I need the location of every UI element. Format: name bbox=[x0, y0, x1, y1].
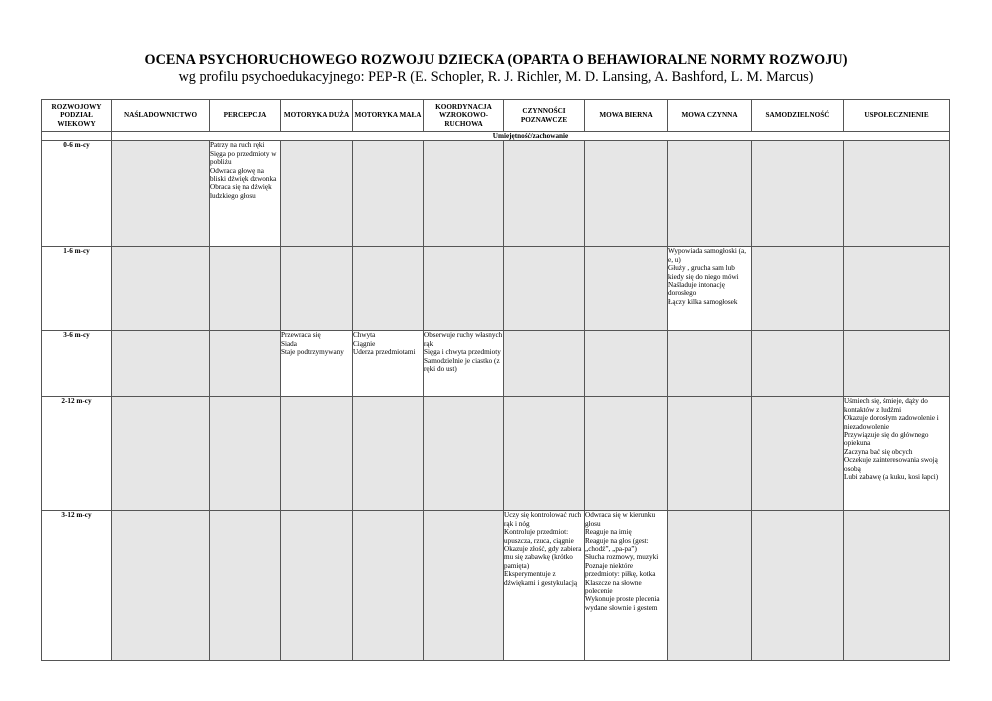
table-cell bbox=[752, 511, 844, 661]
table-cell bbox=[210, 331, 281, 397]
table-cell bbox=[281, 247, 353, 331]
table-cell bbox=[353, 511, 424, 661]
col-header-cognitive: CZYNNOŚCI POZNAWCZE bbox=[504, 100, 585, 132]
table-cell bbox=[504, 331, 585, 397]
page-subtitle: wg profilu psychoedukacyjnego: PEP-R (E. Schopler, R. J. Richler, M. D. Lansing, A. Bashford, L. M. Marcus) bbox=[178, 69, 814, 85]
table-cell bbox=[585, 397, 668, 511]
age-label: 2-12 m-cy bbox=[42, 397, 112, 511]
age-label: 0-6 m-cy bbox=[42, 141, 112, 247]
table-cell bbox=[210, 511, 281, 661]
table-row bbox=[42, 247, 950, 331]
age-label: 1-6 m-cy bbox=[42, 247, 112, 331]
table-cell bbox=[210, 247, 281, 331]
table-cell bbox=[668, 247, 752, 331]
table-cell bbox=[353, 141, 424, 247]
col-header-gross-motor: MOTORYKA DUŻA bbox=[281, 100, 353, 132]
table-cell bbox=[585, 141, 668, 247]
skill-list: Uczy się kontrolować ruch rąk i nóg Kontroluje przedmiot: upuszcza, rzuca, ciągnie Okazuje złość, gdy zabiera mu się zabawkę (krótko pamięta) Eksperymentuje z dźwiękami i gestykulacją bbox=[504, 511, 582, 587]
skill-list: Patrzy na ruch ręki Sięga po przedmioty w pobliżu Odwraca głowę na bliski dźwięk dzwonka Obraca się na dźwięk ludzkiego głosu bbox=[210, 141, 277, 200]
table-cell bbox=[424, 331, 504, 397]
col-header-perception: PERCEPCJA bbox=[210, 100, 281, 132]
table-cell bbox=[281, 511, 353, 661]
table-row bbox=[42, 141, 950, 247]
table-cell bbox=[353, 397, 424, 511]
development-table bbox=[41, 99, 950, 661]
col-header-eye-hand: KOORDYNACJA WZROKOWO-RUCHOWA bbox=[424, 100, 504, 132]
col-header-social: USPOŁECZNIENIE bbox=[844, 100, 950, 132]
table-cell bbox=[585, 511, 668, 661]
table-cell bbox=[752, 397, 844, 511]
table-cell bbox=[424, 511, 504, 661]
col-header-age: ROZWOJOWY PODZIAŁ WIEKOWY bbox=[42, 100, 112, 132]
table-row bbox=[42, 331, 950, 397]
col-header-imitation: NAŚLADOWNICTWO bbox=[112, 100, 210, 132]
table-cell bbox=[281, 141, 353, 247]
table-cell bbox=[668, 141, 752, 247]
col-header-fine-motor: MOTORYKA MAŁA bbox=[353, 100, 424, 132]
table-cell bbox=[504, 397, 585, 511]
table-cell bbox=[668, 397, 752, 511]
table-row bbox=[42, 397, 950, 511]
skill-list: Przewraca się Siada Staje podtrzymywany bbox=[281, 331, 344, 357]
skill-list: Wypowiada samogłoski (a, e, u) Głuży , grucha sam lub kiedy się do niego mówi Naśladuje intonację dorosłego Łączy kilka samogłosek bbox=[668, 247, 747, 306]
table-cell bbox=[353, 247, 424, 331]
table-cell bbox=[504, 141, 585, 247]
table-cell bbox=[210, 397, 281, 511]
table-cell bbox=[112, 397, 210, 511]
table-cell bbox=[585, 247, 668, 331]
table-cell bbox=[844, 247, 950, 331]
table-cell bbox=[424, 397, 504, 511]
table-cell bbox=[585, 331, 668, 397]
table-cell bbox=[424, 141, 504, 247]
col-header-self-care: SAMODZIELNOŚĆ bbox=[752, 100, 844, 132]
subheader-row bbox=[42, 132, 950, 141]
table-row bbox=[42, 511, 950, 661]
table-cell bbox=[752, 331, 844, 397]
skill-list: Obserwuje ruchy własnych rąk Sięga i chwyta przedmioty Samodzielnie je ciastko (z ręki do ust) bbox=[424, 331, 503, 374]
table-cell bbox=[752, 247, 844, 331]
table-cell bbox=[752, 141, 844, 247]
table-cell bbox=[112, 141, 210, 247]
table-cell bbox=[112, 247, 210, 331]
age-label: 3-12 m-cy bbox=[42, 511, 112, 661]
skill-list: Odwraca się w kierunku głosu Reaguje na imię Reaguje na głos (gest: „chodź”, „pa-pa”) Słucha rozmowy, muzyki Poznaje niektóre przedmioty: piłkę, kotka Klaszcze na słowne polecenie Wykonuje proste plecenia wydane słownie i gestem bbox=[585, 511, 660, 612]
table-cell bbox=[504, 247, 585, 331]
table-cell bbox=[844, 397, 950, 511]
table-cell bbox=[112, 511, 210, 661]
col-header-receptive-speech: MOWA BIERNA bbox=[585, 100, 668, 132]
page-title: OCENA PSYCHORUCHOWEGO ROZWOJU DZIECKA (OPARTA O BEHAWIORALNE NORMY ROZWOJU) bbox=[144, 52, 848, 68]
header-row bbox=[42, 100, 950, 132]
table-cell bbox=[668, 511, 752, 661]
table-cell bbox=[668, 331, 752, 397]
skill-list: Chwyta Ciągnie Uderza przedmiotami bbox=[353, 331, 416, 357]
table-cell bbox=[504, 511, 585, 661]
table-cell bbox=[281, 397, 353, 511]
table-cell bbox=[353, 331, 424, 397]
table-cell bbox=[844, 331, 950, 397]
table-cell bbox=[424, 247, 504, 331]
age-label: 3-6 m-cy bbox=[42, 331, 112, 397]
table-cell bbox=[112, 331, 210, 397]
table-cell bbox=[844, 511, 950, 661]
table-cell bbox=[210, 141, 281, 247]
skill-list: Uśmiech się, śmieje, dąży do kontaktów z ludźmi Okazuje dorosłym zadowolenie i niezadowolenie Przywiązuje się do głównego opiekuna Zaczyna bać się obcych Oczekuje zainteresowania swoją osobą Lubi zabawę (a kuku, kosi łapci) bbox=[844, 397, 939, 482]
table-cell bbox=[844, 141, 950, 247]
subheader: Umiejętność/zachowanie bbox=[112, 132, 950, 141]
col-header-expressive-speech: MOWA CZYNNA bbox=[668, 100, 752, 132]
table-cell bbox=[281, 331, 353, 397]
